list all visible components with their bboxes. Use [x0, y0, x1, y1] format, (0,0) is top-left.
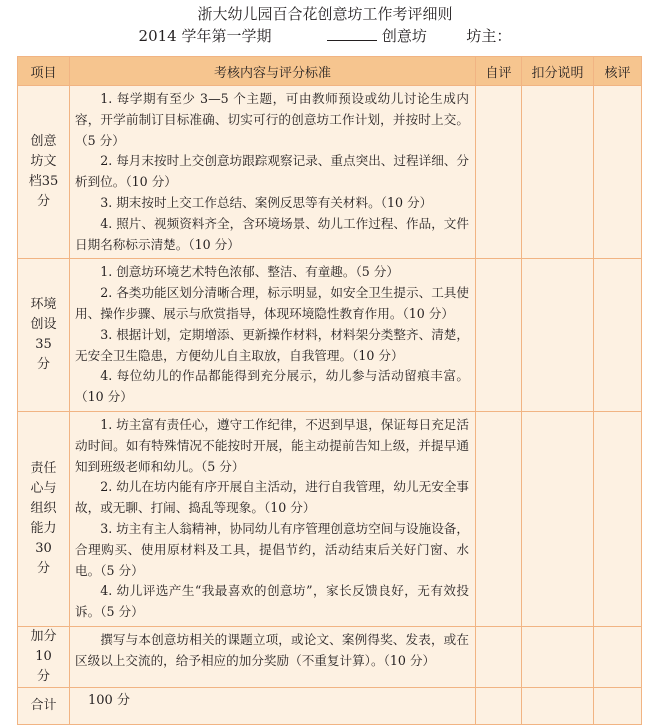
- criterion: 2. 各类功能区划分清晰合理，标示明显，如安全卫生提示、工具使用、操作步骤、展示与欣赏指导，体现环境隐性教育作用。（10 分）: [75, 285, 469, 321]
- criteria-cell: [70, 411, 476, 626]
- criterion: 3. 坊主有主人翁精神，协同幼儿有序管理创意坊空间与设施设备，合理购买、使用原材料及工具，提倡节约，活动结束后关好门窗、水电。（5 分）: [75, 520, 469, 578]
- item-cell: [18, 626, 70, 687]
- criterion: 4. 幼儿评选产生“我最喜欢的创意坊”，家长反馈良好，无有效投诉。（5 分）: [75, 583, 469, 620]
- header-deduction-note: 扣分说明: [522, 57, 594, 86]
- workshop-label: 创意坊: [381, 27, 427, 45]
- review-score-cell[interactable]: [594, 626, 642, 687]
- item-cell: [18, 259, 70, 412]
- self-score-cell[interactable]: [476, 411, 522, 626]
- criterion: 1. 坊主富有责任心，遵守工作纪律，不迟到早退，保证每日充足活动时间。如有特殊情况不能按时开展，能主动提前告知上级，并提早通知到班级老师和幼儿。（5 分）: [75, 416, 469, 474]
- review-score-cell[interactable]: [594, 411, 642, 626]
- header-self-score: 自评: [476, 57, 522, 86]
- criterion: 2. 每月末按时上交创意坊跟踪观察记录、重点突出、过程详细、分析到位。（10 分）: [75, 153, 469, 190]
- evaluation-table: [17, 56, 642, 725]
- table-row: [18, 86, 642, 259]
- item-cell: [18, 86, 70, 259]
- self-score-cell[interactable]: [476, 86, 522, 259]
- table-row: [18, 411, 642, 626]
- criterion: 3. 根据计划，定期增添、更新操作材料，材料架分类整齐、清楚，无安全卫生隐患，方便幼儿自主取放，自我管理。（10 分）: [75, 326, 469, 363]
- subtitle-line: [0, 27, 650, 45]
- criteria-cell: [70, 259, 476, 412]
- review-score-cell[interactable]: [594, 259, 642, 412]
- workshop-name-blank: [327, 28, 377, 41]
- item-cell: [18, 411, 70, 626]
- review-score-cell[interactable]: [594, 687, 642, 724]
- criterion: 4. 照片、视频资料齐全，含环境场景、幼儿工作过程、作品，文件日期名称标示清楚。（10 分）: [75, 215, 469, 252]
- total-label: 合计: [18, 687, 70, 724]
- table-header-row: [18, 57, 642, 86]
- criterion: 1. 每学期有至少 3—5 个主题，可由教师预设或幼儿讨论生成内容，开学前制订目标准确、切实可行的创意坊工作计划，并按时上交。（5 分）: [75, 91, 469, 148]
- header-content: 考核内容与评分标准: [70, 57, 476, 86]
- self-score-cell[interactable]: [476, 626, 522, 687]
- header-item: 项目: [18, 57, 70, 86]
- criterion: 1. 创意坊环境艺术特色浓郁、整洁、有童趣。（5 分）: [100, 264, 399, 280]
- deduction-note-cell[interactable]: [522, 687, 594, 724]
- item-label: 环境创设35 分: [30, 297, 57, 373]
- total-row: [18, 687, 642, 724]
- deduction-note-cell[interactable]: [522, 626, 594, 687]
- deduction-note-cell[interactable]: [522, 86, 594, 259]
- deduction-note-cell[interactable]: [522, 411, 594, 626]
- criterion: 2. 幼儿在坊内能有序开展自主活动，进行自我管理，幼儿无安全事故，或无聊、打闹、捣乱等现象。（10 分）: [75, 479, 469, 516]
- self-score-cell[interactable]: [476, 259, 522, 412]
- criterion: 3. 期末按时上交工作总结、案例反思等有关材料。（10 分）: [100, 194, 433, 210]
- review-score-cell[interactable]: [594, 86, 642, 259]
- header-review-score: 核评: [594, 57, 642, 86]
- criterion: 4. 每位幼儿的作品都能得到充分展示，幼儿参与活动留痕丰富。（10 分）: [75, 368, 469, 405]
- table-row: [18, 259, 642, 412]
- total-value: 100 分: [70, 687, 476, 724]
- item-label: 加分10 分: [30, 628, 57, 684]
- semester-label: 2014 学年第一学期: [138, 27, 272, 45]
- criteria-cell: [70, 86, 476, 259]
- item-label: 责任心与组织能力30 分: [30, 460, 57, 576]
- table-row: [18, 626, 642, 687]
- item-label: 创意坊文档35 分: [28, 134, 59, 210]
- criterion: 撰写与本创意坊相关的课题立项，或论文、案例得奖、发表，或在区级以上交流的，给予相应的加分奖励（不重复计算）。（10 分）: [75, 631, 469, 668]
- owner-label: 坊主：: [466, 27, 512, 45]
- page-title: 浙大幼儿园百合花创意坊工作考评细则: [197, 5, 453, 23]
- criteria-cell: [70, 626, 476, 687]
- deduction-note-cell[interactable]: [522, 259, 594, 412]
- self-score-cell[interactable]: [476, 687, 522, 724]
